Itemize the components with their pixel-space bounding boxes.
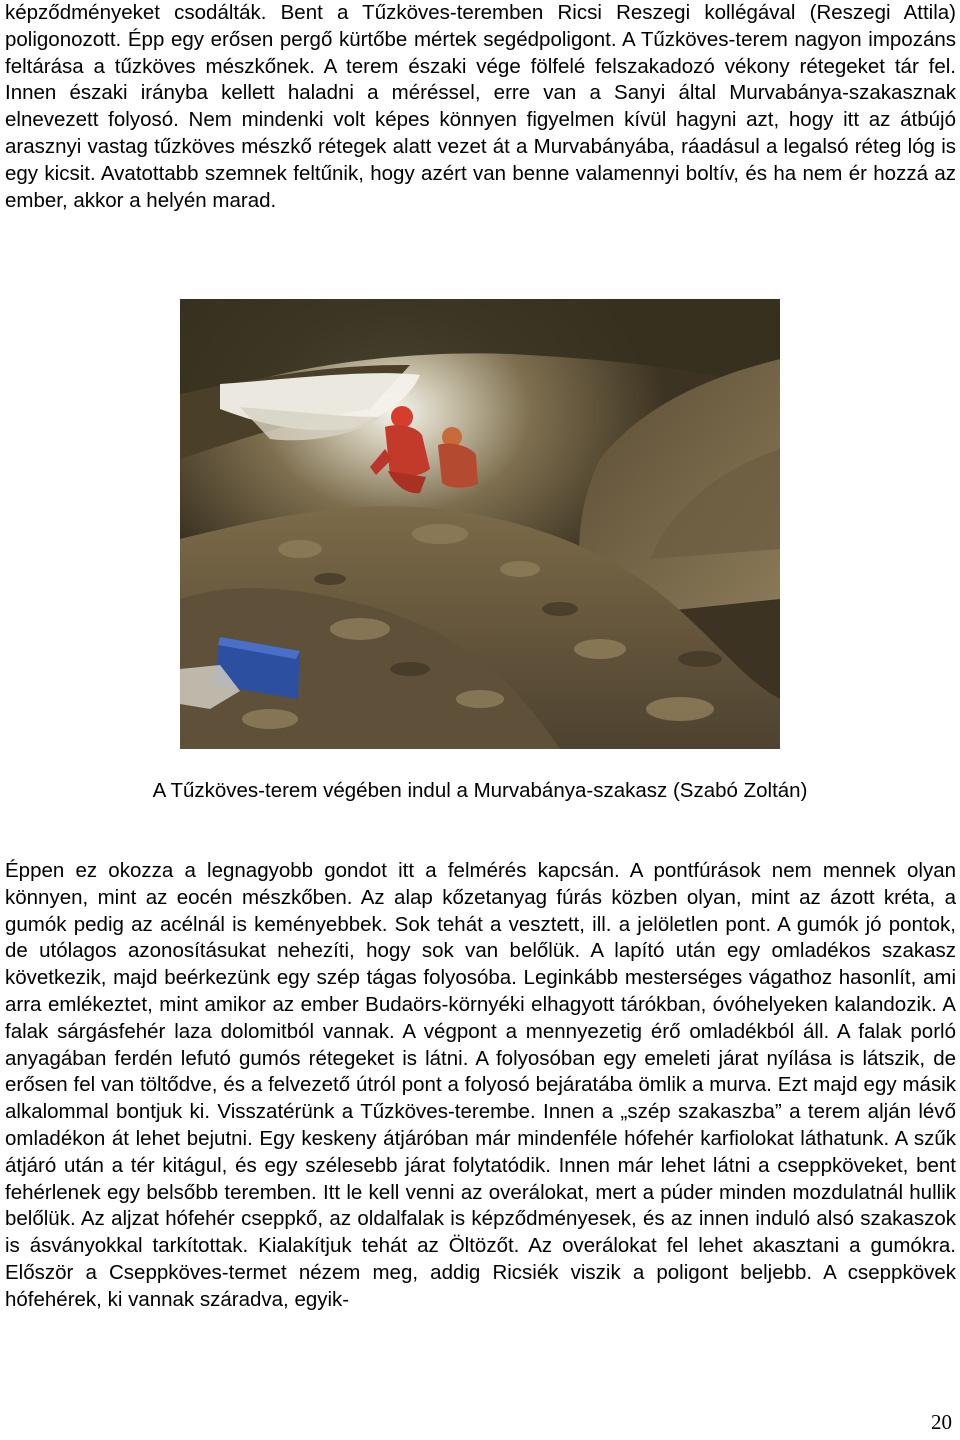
figure-caption: A Tűzköves-terem végében indul a Murvabánya-szakasz (Szabó Zoltán)	[152, 779, 808, 802]
page-number: 20	[931, 1410, 952, 1434]
cave-photo-illustration	[180, 299, 780, 749]
body-paragraph-2: Éppen ez okozza a legnagyobb gondot itt a felmérés kapcsán. A pontfúrások nem mennek olyan könnyen, mint az eocén mészkőben. Az alap kőzetanyag fúrás közben olyan, mint az ázott kréta, a gumók pedig az acélnál is keményebbek. Sok tehát a vesztett, ill. a jelöletlen pont. A gumók jó pontok, de utólagos azonosításukat nehezíti, hogy sok van belőlük. A lapító után egy omladékos szakasz következik, majd beérkezünk egy szép tágas folyosóba. Leginkább mesterséges vágathoz hasonlít, ami arra emlékeztet, mint amikor az ember Budaörs-környéki elhagyott tárókban, óvóhelyeken kalandozik. A falak sárgásfehér laza dolomitból vannak. A végpont a mennyezetig érő omladékból áll. A falak porló anyagában ferdén lefutó gumós rétegeket is látni. A folyosóban egy emeleti járat nyílása is látszik, de erősen fel van töltődve, és a felvezető útról pont a folyosó bejáratába ömlik a murva. Ezt majd egy másik alkalommal bontjuk ki. Visszatérünk a Tűzköves-terembe. Innen a „szép szakaszba” a terem alján lévő omladékon át lehet bejutni. Egy keskeny átjáróban már mindenféle hófehér karfiolokat láthatunk. A szűk átjáró után a tér kitágul, és egy szélesebb járat folytatódik. Innen már lehet látni a cseppköveket, bent fehérlenek egy belsőbb teremben. Itt le kell venni az overálokat, mert a púder minden mozdulatnál hullik belőlük. Az aljzat hófehér cseppkő, az oldalfalak is képződményesek, és az innen induló alsó szakaszok is ásványokkal tarkítottak. Kialakítjuk tehát az Öltözőt. Az overálokat fel lehet akasztani a gumókra. Először a Cseppköves-termet nézem meg, addig Ricsiék viszik a poligont beljebb. A cseppkövek hófehérek, ki vannak száradva, egyik-	[5, 859, 956, 1311]
body-paragraph-1: képződményeket csodálták. Bent a Tűzköves-teremben Ricsi Reszegi kollégával (Reszegi Attila) poligonozott. Épp egy erősen pergő kürtőbe mértek segédpoligont. A Tűzköves-terem nagyon impozáns feltárása a tűzköves mészkőnek. A terem északi vége fölfelé felszakadozó vékony rétegeket tár fel. Innen északi irányba kellett haladni a méréssel, erre van a Sanyi által Murvabánya-szakasznak elnevezett folyosó. Nem mindenki volt képes könnyen figyelmen kívül hagyni azt, hogy itt az átbújó arasznyi vastag tűzköves mészkő rétegek alatt vezet át a Murvabányába, ráadásul a legalsó réteg lóg is egy kicsit. Avatottabb szemnek feltűnik, hogy azért van benne valamennyi boltív, és ha nem ér hozzá az ember, akkor a helyén marad.	[5, 1, 956, 212]
cave-photo	[180, 299, 780, 749]
